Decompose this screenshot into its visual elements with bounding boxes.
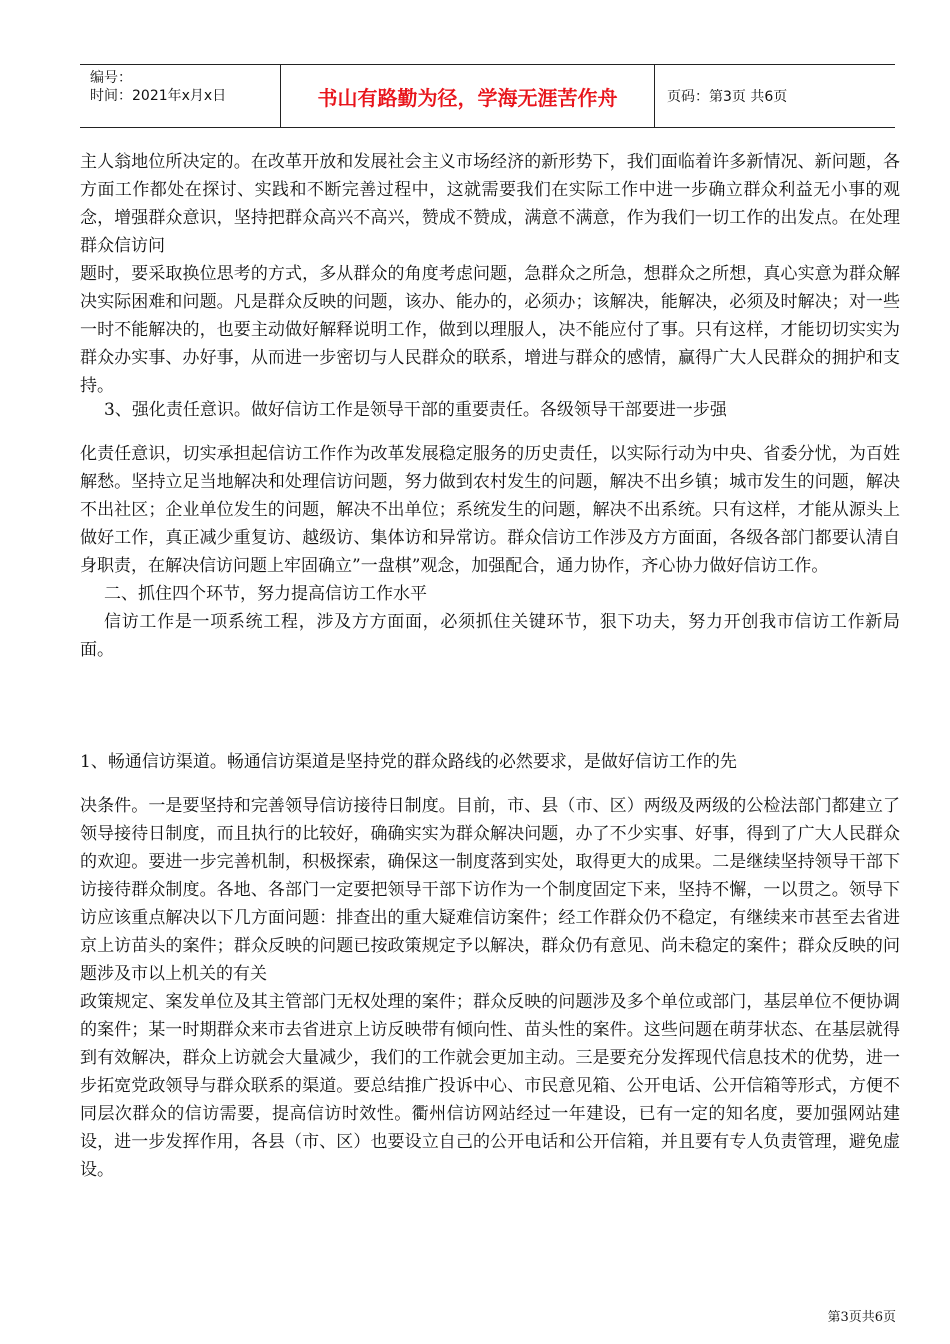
section-heading-2: 二、抓住四个环节，努力提高信访工作水平 <box>104 584 427 604</box>
text-block-1 <box>80 148 900 400</box>
paragraph-2: 题时，要采取换位思考的方式，多从群众的角度考虑问题，急群众之所急，想群众之所想，真心实意为群众解决实际困难和问题。凡是群众反映的问题，该办、能办的，必须办；该解决，能解决，必须及时解决；对一些一时不能解决的，也要主动做好解释说明工作，做到以理服人，决不能应付了事。只有这样，才能切切实实为群众办实事、办好事，从而进一步密切与人民群众的联系，增进与群众的感情，赢得广大人民群众的拥护和支持。 <box>80 264 900 396</box>
paragraph-1: 主人翁地位所决定的。在改革开放和发展社会主义市场经济的新形势下，我们面临着许多新情况、新问题，各方面工作都处在探讨、实践和不断完善过程中，这就需要我们在实际工作中进一步确立群众利益无小事的观念，增强群众意识，坚持把群众高兴不高兴，赞成不赞成，满意不满意，作为我们一切工作的出发点。在处理群众信访问 <box>80 152 900 256</box>
paragraph-6: 信访工作是一项系统工程，涉及方方面面，必须抓住关键环节，狠下功夫，努力开创我市信访工作新局面。 <box>80 612 900 660</box>
paragraph-7: 1、畅通信访渠道。畅通信访渠道是坚持党的群众路线的必然要求，是做好信访工作的先 <box>80 752 737 772</box>
header-page-label: 页码：第3页 共6页 <box>667 89 788 105</box>
number-label: 编号： <box>90 70 132 86</box>
footer-page-number: 第3页共6页 <box>827 1310 896 1325</box>
header-meta-cell <box>80 65 280 127</box>
motto-text: 书山有路勤为径，学海无涯苦作舟 <box>317 85 618 110</box>
text-block-3 <box>80 440 900 664</box>
time-label: 时间：2021年x月x日 <box>90 88 227 104</box>
page-info-cell <box>655 65 895 127</box>
motto-cell <box>280 65 655 127</box>
text-block-5 <box>80 792 900 1184</box>
text-block-2 <box>80 396 900 424</box>
paragraph-3: 3、强化责任意识。做好信访工作是领导干部的重要责任。各级领导干部要进一步强 <box>104 400 727 420</box>
paragraph-8: 决条件。一是要坚持和完善领导信访接待日制度。目前，市、县（市、区）两级及两级的公检法部门都建立了领导接待日制度，而且执行的比较好，确确实实为群众解决问题，办了不少实事、好事，得到了广大人民群众的欢迎。要进一步完善机制，积极探索，确保这一制度落到实处，取得更大的成果。二是继续坚持领导干部下访接待群众制度。各地、各部门一定要把领导干部下访作为一个制度固定下来，坚持不懈，一以贯之。领导下访应该重点解决以下几方面问题：排查出的重大疑难信访案件；经工作群众仍不稳定，有继续来市甚至去省进京上访苗头的案件；群众反映的问题已按政策规定予以解决，群众仍有意见、尚未稳定的案件；群众反映的问题涉及市以上机关的有关 <box>80 796 900 984</box>
paragraph-9: 政策规定、案发单位及其主管部门无权处理的案件；群众反映的问题涉及多个单位或部门，基层单位不便协调的案件；某一时期群众来市去省进京上访反映带有倾向性、苗头性的案件。这些问题在萌芽状态、在基层就得到有效解决，群众上访就会大量减少，我们的工作就会更加主动。三是要充分发挥现代信息技术的优势，进一步拓宽党政领导与群众联系的渠道。要总结推广投诉中心、市民意见箱、公开电话、公开信箱等形式，方便不同层次群众的信访需要，提高信访时效性。衢州信访网站经过一年建设，已有一定的知名度，要加强网站建设，进一步发挥作用，各县（市、区）也要设立自己的公开电话和公开信箱，并且要有专人负责管理，避免虚设。 <box>80 992 900 1180</box>
header-table <box>80 64 895 128</box>
text-block-4 <box>80 748 900 776</box>
paragraph-4: 化责任意识，切实承担起信访工作作为改革发展稳定服务的历史责任，以实际行动为中央、省委分忧，为百姓解愁。坚持立足当地解决和处理信访问题，努力做到农村发生的问题，解决不出乡镇；城市发生的问题，解决不出社区；企业单位发生的问题，解决不出单位；系统发生的问题，解决不出系统。只有这样，才能从源头上做好工作，真正减少重复访、越级访、集体访和异常访。群众信访工作涉及方方面面，各级各部门都要认清自身职责，在解决信访问题上牢固确立”一盘棋”观念，加强配合，通力协作，齐心协力做好信访工作。 <box>80 444 900 576</box>
